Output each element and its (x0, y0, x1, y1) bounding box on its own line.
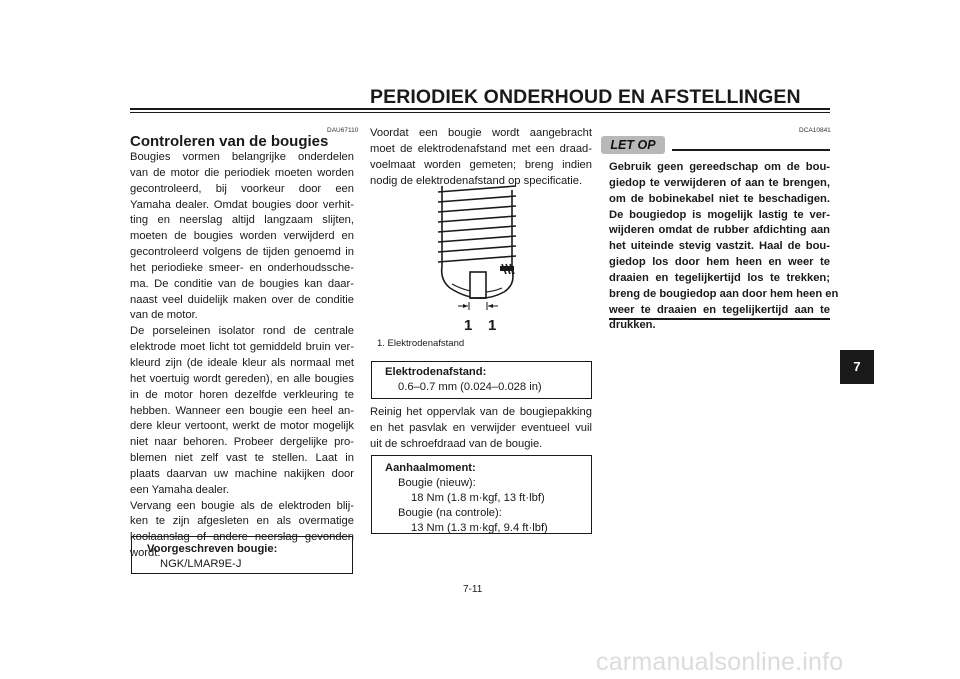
caution-line: giedop te verwijderen of aan te brengen, (609, 176, 830, 189)
gap-spec-box (371, 361, 592, 399)
text-line: plaats daarvan uw machine nakijken door (130, 467, 354, 480)
caution-line: weer te draaien en tegelijkertijd aan te (609, 303, 830, 316)
text-line: Vervang een bougie als de elektroden blij- (130, 499, 354, 512)
torque-title: Aanhaalmoment: (385, 462, 476, 474)
torque-label-new: Bougie (nieuw): (398, 477, 476, 489)
gap-spec-title: Elektrodenafstand: (385, 366, 487, 378)
page-number: 7-11 (463, 584, 483, 595)
caution-code: DCA10841 (799, 127, 831, 134)
text-line: Reinig het oppervlak van de bougiepakking (370, 406, 592, 418)
spark-plug-figure (428, 184, 528, 341)
caution-line: wijderen omdat de rubber afdichting aan (609, 224, 830, 237)
section-code: DAU67110 (327, 127, 359, 134)
caution-line: om de bobinekabel niet te beschadigen. (609, 192, 830, 205)
figure-caption: 1. Elektrodenafstand (377, 338, 465, 349)
spec-plug-value: NGK/LMAR9E-J (160, 558, 242, 570)
caution-text (609, 160, 839, 334)
torque-value-check: 13 Nm (1.3 m·kgf, 9.4 ft·lbf) (411, 522, 548, 534)
text-line: nodig de elektrodenafstand op specificatie. (370, 174, 583, 187)
text-line: koolaanslag of andere neerslag gevonden (130, 531, 354, 544)
header-rule (130, 108, 830, 110)
caution-label: LET OP (601, 136, 665, 154)
text-line: het periodieke smeer- en onderhoudssche- (130, 261, 354, 274)
text-line: moet de elektrodenafstand met een draad- (370, 142, 592, 155)
text-line: gecontroleerd volgens de tijden genoemd in (130, 246, 354, 259)
clean-instructions-text (370, 405, 592, 453)
torque-value-new: 18 Nm (1.8 m·kgf, 13 ft·lbf) (411, 492, 545, 504)
text-line: wordt. (130, 547, 161, 560)
gap-spec-value: 0.6–0.7 mm (0.024–0.028 in) (398, 381, 542, 393)
caution-line: het uiteinde stevig vastzit. Haal de bou- (609, 240, 830, 253)
text-line: ma. De conditie van de bougies kan daar- (130, 277, 354, 290)
text-line: van de motor. (130, 309, 198, 322)
text-line: in de motor horen dezelfde verkleuring te (130, 388, 354, 401)
spark-plug-illustration (428, 184, 528, 336)
text-line: ting en neerslag altijd langzaam slijten, (130, 214, 354, 227)
figure-label-1: 1 (464, 317, 473, 334)
text-line: moeten de bougies worden verwijderd en (130, 230, 354, 243)
caution-line: giedop los door hem heen en weer te (609, 256, 830, 269)
text-line: kleurd zijn (de ideale kleur als normaal met (130, 356, 354, 369)
text-line: ken te zijn afgesleten en als overmatige (130, 515, 354, 528)
text-line: hebben. Wanneer een bougie een heel an- (130, 404, 354, 417)
caution-rule (672, 149, 830, 151)
text-line: elektrode moet licht tot gemiddeld bruin ver- (130, 341, 354, 354)
spec-plug-box (131, 536, 353, 574)
text-line: dere kleur vertoont, werkt de motor mogelijk (130, 420, 354, 433)
caution-line: draaien en tegelijkertijd los te trekken; (609, 271, 830, 284)
caution-line: De bougiedop is mogelijk lastig te ver- (609, 208, 830, 221)
text-line: van de motor die periodiek moeten worden (130, 166, 354, 179)
text-line: een Yamaha dealer. (130, 483, 230, 496)
torque-spec-box (371, 455, 592, 534)
caution-line: breng de bougiedop aan door hem heen en (609, 287, 839, 300)
text-line: Yamaha dealer. Omdat bougies door verhit- (130, 198, 354, 211)
page-header-title: PERIODIEK ONDERHOUD EN AFSTELLINGEN (370, 86, 801, 108)
text-line: blemen niet zelf vast te stellen. Laat in (130, 452, 354, 465)
section-body (130, 150, 354, 562)
torque-label-check: Bougie (na controle): (398, 507, 502, 519)
caution-line: drukken. (609, 319, 656, 332)
text-line: Bougies vormen belangrijke onderdelen (130, 151, 354, 163)
text-line: niet naar behoren. Probeer dergelijke pro- (130, 436, 354, 449)
text-line: De porseleinen isolator rond de centrale (130, 325, 354, 338)
text-line: en het pasvlak en verwijder eventueel vuil (370, 421, 592, 434)
text-line: uit de schroefdraad van de bougie. (370, 437, 543, 450)
figure-label-1b: 1 (488, 317, 497, 334)
spec-plug-title: Voorgeschreven bougie: (147, 543, 278, 555)
text-line: het voertuig wordt gereden), en alle bougies (130, 372, 354, 385)
chapter-tab: 7 (840, 350, 874, 384)
text-line: naast veel duidelijk maken over de conditie (130, 293, 354, 306)
text-line: gecontroleerd, bij voorkeur door een (130, 182, 354, 195)
caution-line: Gebruik geen gereedschap om de bou- (609, 161, 830, 173)
header-rule-thin (130, 112, 830, 113)
section-title: Controleren van de bougies (130, 133, 329, 150)
watermark: carmanualsonline.info (596, 648, 844, 676)
gap-intro-text (370, 126, 592, 189)
caution-end-rule (609, 318, 830, 320)
text-line: voelmaat worden gemeten; breng indien (370, 158, 592, 171)
text-line: Voordat een bougie wordt aangebracht (370, 127, 592, 139)
